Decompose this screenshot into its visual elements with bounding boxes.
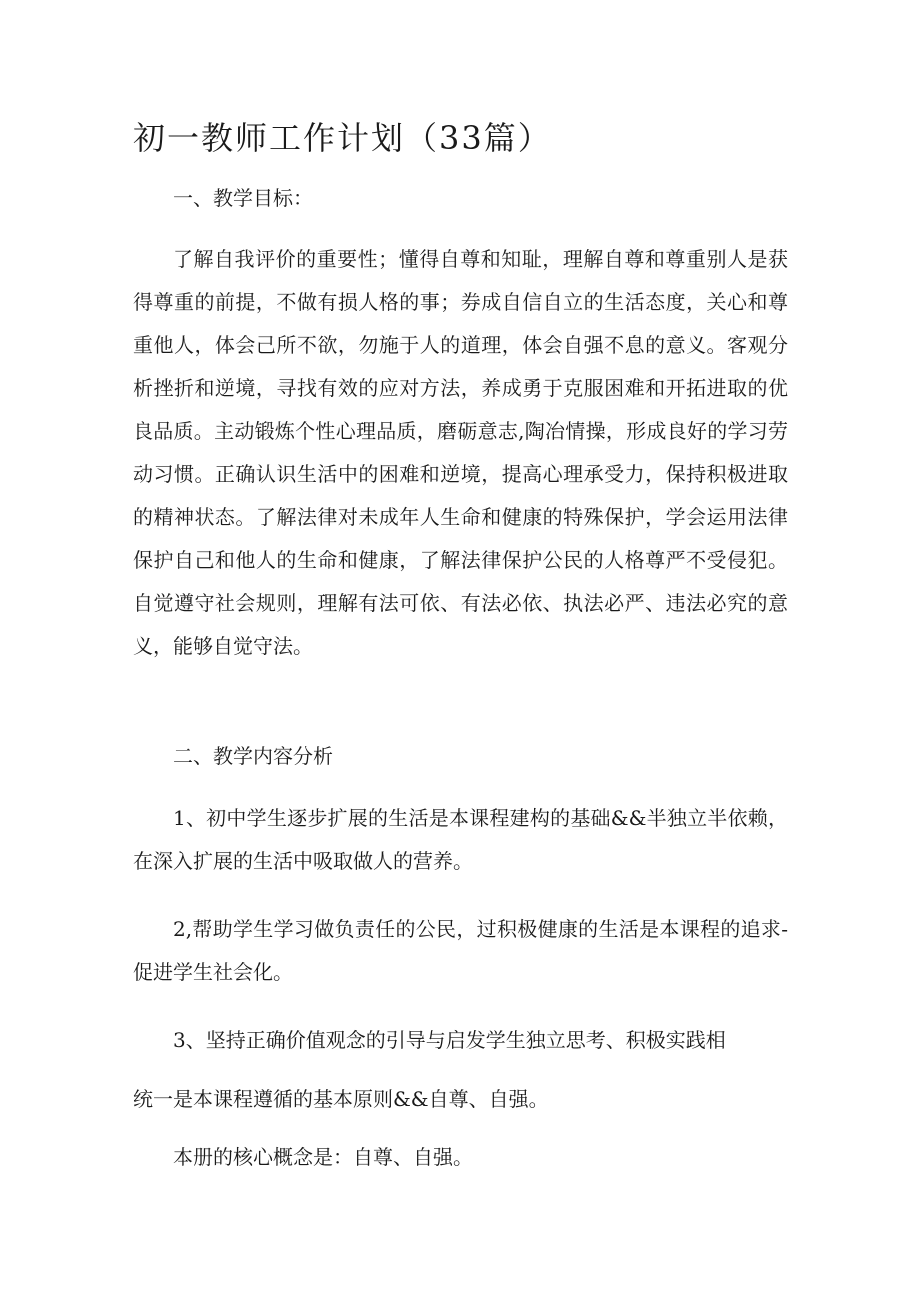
paragraph-teaching-goals: 了解自我评价的重要性；懂得自尊和知耻，理解自尊和尊重别人是获得尊重的前提，不做有损人格的事；券成自信自立的生活态度，关心和尊重他人，体会己所不欲，勿施于人的道理，体会自强不息的意义。客观分析挫折和逆境，寻找有效的应对方法，养成勇于克服困难和开拓进取的优良品质。主动锻炼个性心理品质，磨砺意志,陶冶情操，形成良好的学习劳动习惯。正确认识生活中的困难和逆境，提高心理承受力，保持积极进取的精神状态。了解法律对未成年人生命和健康的特殊保护，学会运用法律保护自己和他人的生命和健康，了解法律保护公民的人格尊严不受侵犯。自觉遵守社会规则，理解有法可依、有法必依、执法必严、违法必究的意义，能够自觉守法。 [133, 247, 788, 658]
list-item-2: 2,帮助学生学习做负责任的公民，过积极健康的生活是本课程的追求-促进学生社会化。 [133, 917, 788, 984]
document-title: 初一教师工作计划（33篇） [133, 119, 552, 157]
core-concept-line: 本册的核心概念是：自尊、自强。 [173, 1145, 473, 1169]
list-item-3-line-2: 统一是本课程遵循的基本原则&&自尊、自强。 [133, 1087, 549, 1111]
list-item-3-line-1: 3、坚持正确价值观念的引导与启发学生独立思考、积极实践相 [173, 1028, 726, 1052]
section-heading-content-analysis: 二、教学内容分析 [173, 744, 333, 768]
list-item-1: 1、初中学生逐步扩展的生活是本课程建构的基础&&半独立半依赖，在深入扩展的生活中吸取做人的营养。 [133, 806, 788, 873]
section-heading-teaching-goals: 一、教学目标： [173, 186, 313, 210]
